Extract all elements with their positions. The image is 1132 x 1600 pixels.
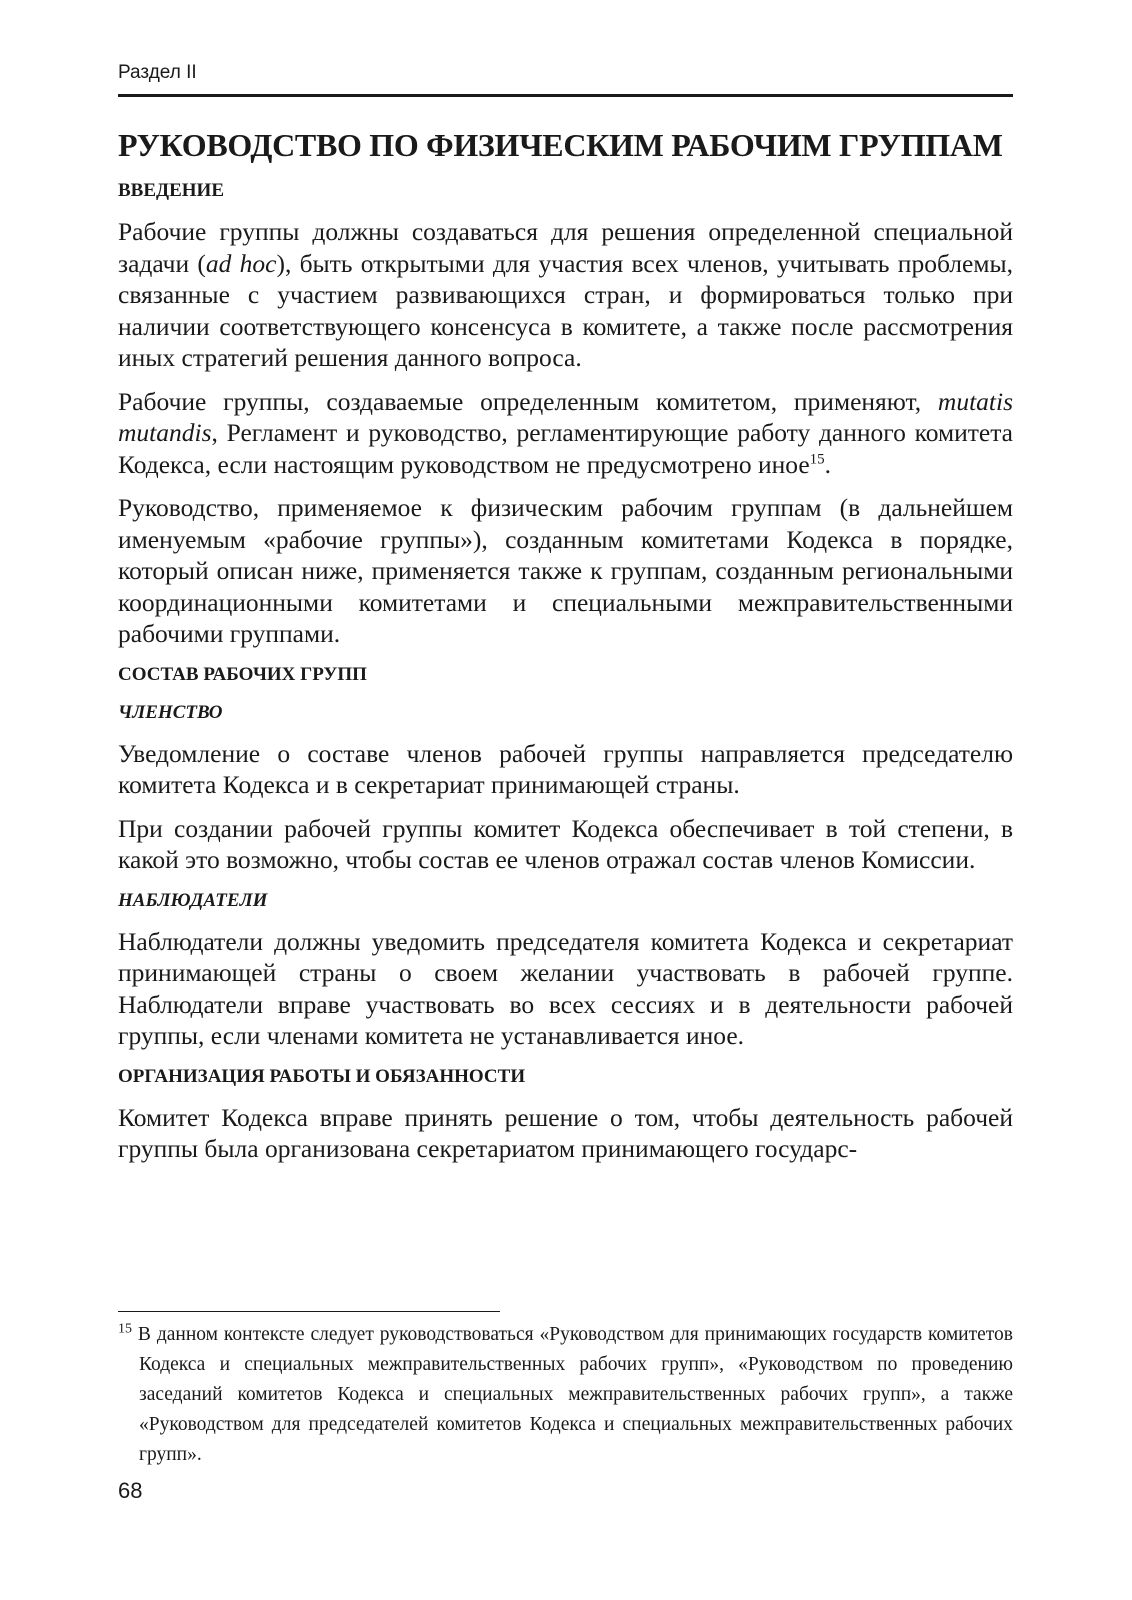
paragraph: Наблюдатели должны уведомить председателя комитета Кодекса и секретариат принимающей страны о своем желании участвовать в рабочей группе. Наблюдатели вправе участвовать во всех сессиях и в деятельности рабочей группы, если членами комитета не устанавливается иное. bbox=[118, 926, 1013, 1050]
footnote-number: 15 bbox=[118, 1321, 132, 1337]
page-title: РУКОВОДСТВО ПО ФИЗИЧЕСКИМ РАБОЧИМ ГРУППАМ bbox=[118, 127, 1003, 163]
section-heading-introduction: ВВЕДЕНИЕ bbox=[118, 180, 224, 201]
footnote-reference[interactable]: 15 bbox=[809, 451, 825, 467]
footnote-text: В данном контексте следует руководствоваться «Руководством для принимающих государств комитетов Кодекса и специальных межправительственных рабочих групп», «Руководством по проведению заседаний комитетов Кодекса и специальных межправительственных рабочих групп», а также «Руководством для председателей комитетов Кодекса и специальных межправительственных рабочих групп». bbox=[137, 1324, 1014, 1465]
paragraph: При создании рабочей группы комитет Кодекса обеспечивает в той степени, в какой это возможно, чтобы состав ее членов отражал состав членов Комиссии. bbox=[118, 813, 1013, 874]
paragraph: Рабочие группы должны создаваться для решения определенной специальной задачи (ad hoc), быть открытыми для участия всех членов, учитывать проблемы, связанные с участием развивающихся стран, и формироваться только при наличии соответствующего консенсуса в комитете, а также после рассмотрения иных стратегий решения данного вопроса. bbox=[118, 217, 1013, 372]
paragraph: Комитет Кодекса вправе принять решение о том, чтобы деятельность рабочей группы была организована секретариатом принимающего государс- bbox=[118, 1102, 1013, 1163]
footnote-rule bbox=[118, 1311, 500, 1312]
section-heading-composition: СОСТАВ РАБОЧИХ ГРУПП bbox=[118, 663, 367, 685]
italic-term: ad hoc bbox=[205, 248, 277, 278]
paragraph: Уведомление о составе членов рабочей группы направляется председателю комитета Кодекса и в секретариат принимающей страны. bbox=[118, 738, 1013, 799]
subheading-observers: НАБЛЮДАТЕЛИ bbox=[118, 889, 268, 911]
running-header: Раздел II bbox=[118, 62, 197, 83]
page-number: 68 bbox=[118, 1478, 143, 1503]
main-content bbox=[118, 124, 1013, 1177]
page bbox=[118, 0, 1013, 1600]
subheading-membership: ЧЛЕНСТВО bbox=[118, 701, 223, 723]
paragraph: Рабочие группы, создаваемые определенным комитетом, применяют, mutatis mutandis, Регламент и руководство, регламентирующие работу данного комитета Кодекса, если настоящим руководством не предусмотрено иное$^{15}$. bbox=[118, 386, 1013, 479]
section-heading-organization: ОРГАНИЗАЦИЯ РАБОТЫ И ОБЯЗАННОСТИ bbox=[118, 1065, 526, 1087]
italic-term: mutatis mutandis bbox=[118, 386, 1013, 447]
header-rule bbox=[118, 94, 1013, 97]
footnote bbox=[118, 1320, 1013, 1470]
paragraph: Руководство, применяемое к физическим рабочим группам (в дальнейшем именуемым «рабочие группы»), созданным комитетами Кодекса в порядке, который описан ниже, применяется также к группам, созданным региональными координационными комитетами и специальными межправительственными рабочими группами. bbox=[118, 493, 1013, 648]
